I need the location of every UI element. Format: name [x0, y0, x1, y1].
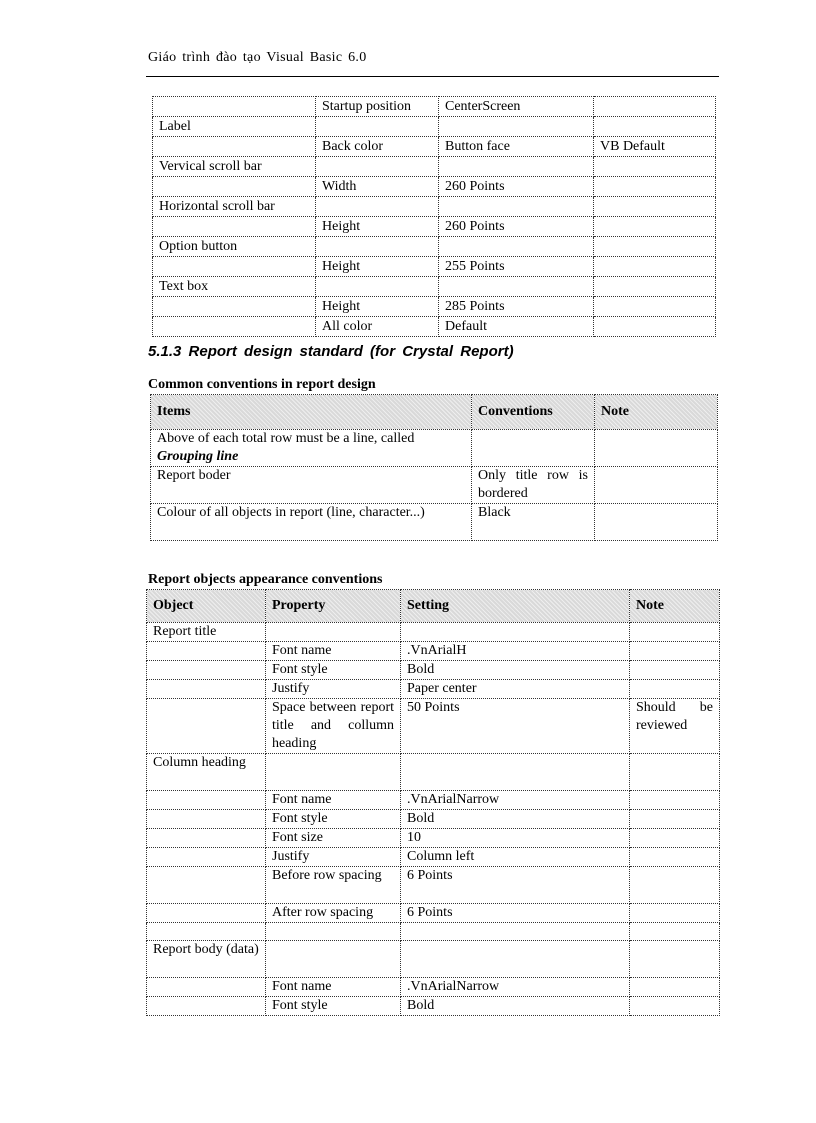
table-cell: Space between report title and collumn heading — [266, 699, 401, 754]
table-cell — [153, 177, 316, 197]
table-row — [147, 941, 720, 978]
table-cell: Only title row is bordered — [472, 467, 595, 504]
table-row — [147, 754, 720, 791]
table-row — [147, 680, 720, 699]
table-cell — [630, 904, 720, 923]
table-cell: Label — [153, 117, 316, 137]
table-cell — [630, 680, 720, 699]
table-cell — [630, 642, 720, 661]
table-row — [153, 277, 716, 297]
table-cell: Option button — [153, 237, 316, 257]
table-cell — [594, 317, 716, 337]
table-cell: Font style — [266, 997, 401, 1016]
table-cell — [316, 197, 439, 217]
table-cell — [630, 754, 720, 791]
table-row — [153, 197, 716, 217]
table-cell — [439, 277, 594, 297]
table-cell: 255 Points — [439, 257, 594, 277]
table-cell — [630, 848, 720, 867]
table-cell — [147, 923, 266, 941]
table-cell: .VnArialNarrow — [401, 791, 630, 810]
table-cell — [595, 467, 718, 504]
table-cell: Height — [316, 257, 439, 277]
page-header-title: Giáo trình đào tạo Visual Basic 6.0 — [148, 50, 367, 65]
table-cell — [153, 217, 316, 237]
table-cell — [630, 661, 720, 680]
table-cell — [630, 941, 720, 978]
table-cell — [401, 923, 630, 941]
column-header: Property — [266, 590, 401, 623]
form-settings-table — [152, 96, 716, 337]
table-row — [147, 867, 720, 904]
table-row — [147, 978, 720, 997]
table-cell — [147, 699, 266, 754]
table-cell: Bold — [401, 810, 630, 829]
table-cell: Width — [316, 177, 439, 197]
table-cell — [630, 867, 720, 904]
section-heading: 5.1.3 Report design standard (for Crystal Report) — [148, 343, 514, 360]
table-cell — [147, 661, 266, 680]
table-cell: Vervical scroll bar — [153, 157, 316, 177]
table-row — [151, 430, 718, 467]
table-cell — [153, 137, 316, 157]
table-cell: Default — [439, 317, 594, 337]
table-cell — [439, 197, 594, 217]
header-divider — [146, 76, 719, 77]
table-cell: 50 Points — [401, 699, 630, 754]
table-cell: 6 Points — [401, 904, 630, 923]
conventions-table — [150, 394, 718, 541]
table-cell: Font name — [266, 978, 401, 997]
column-header: Object — [147, 590, 266, 623]
table-cell — [594, 97, 716, 117]
table-cell — [594, 177, 716, 197]
table-cell: Back color — [316, 137, 439, 157]
table-cell — [594, 257, 716, 277]
table-cell — [401, 941, 630, 978]
table-cell — [147, 829, 266, 848]
table-cell — [630, 623, 720, 642]
table-cell — [316, 237, 439, 257]
table-cell — [316, 277, 439, 297]
table-cell — [439, 237, 594, 257]
table-cell: Height — [316, 217, 439, 237]
table-cell: Paper center — [401, 680, 630, 699]
table-row — [153, 117, 716, 137]
table-cell — [594, 237, 716, 257]
table-cell — [472, 430, 595, 467]
table-cell: Text box — [153, 277, 316, 297]
table-cell — [147, 680, 266, 699]
table-cell — [630, 923, 720, 941]
table-cell — [401, 623, 630, 642]
table-cell — [153, 297, 316, 317]
table-cell — [594, 117, 716, 137]
column-header: Note — [630, 590, 720, 623]
table-cell — [595, 504, 718, 541]
table-cell — [439, 117, 594, 137]
table-cell — [594, 277, 716, 297]
table-cell: CenterScreen — [439, 97, 594, 117]
column-header: Conventions — [472, 395, 595, 430]
table-cell: Font name — [266, 791, 401, 810]
table-cell — [153, 257, 316, 277]
table-cell: 260 Points — [439, 177, 594, 197]
table-row — [153, 297, 716, 317]
column-header: Setting — [401, 590, 630, 623]
column-header: Note — [595, 395, 718, 430]
table-cell: All color — [316, 317, 439, 337]
table-cell: VB Default — [594, 137, 716, 157]
report-objects-table — [146, 589, 720, 1016]
table-row — [147, 923, 720, 941]
table-row — [147, 623, 720, 642]
table-caption: Common conventions in report design — [148, 377, 376, 392]
table-cell: 260 Points — [439, 217, 594, 237]
table-cell — [316, 157, 439, 177]
table-cell: Button face — [439, 137, 594, 157]
table-cell — [153, 97, 316, 117]
table-cell: Bold — [401, 997, 630, 1016]
table-cell — [266, 623, 401, 642]
table-row — [147, 997, 720, 1016]
table-cell — [266, 923, 401, 941]
table-cell — [594, 297, 716, 317]
table-row — [153, 137, 716, 157]
table-cell — [630, 810, 720, 829]
table-cell — [266, 941, 401, 978]
table-cell: Column left — [401, 848, 630, 867]
table-cell — [153, 317, 316, 337]
table-cell — [594, 217, 716, 237]
table-cell — [151, 430, 472, 467]
table-cell: Justify — [266, 680, 401, 699]
table-cell: Black — [472, 504, 595, 541]
table-cell: Height — [316, 297, 439, 317]
table-cell: Font size — [266, 829, 401, 848]
table-row — [147, 642, 720, 661]
table-cell — [630, 978, 720, 997]
table-cell — [147, 978, 266, 997]
table-row — [153, 157, 716, 177]
table-row — [153, 177, 716, 197]
table-row — [147, 848, 720, 867]
table-cell: 10 — [401, 829, 630, 848]
table-header-row — [151, 395, 718, 430]
table-row — [147, 904, 720, 923]
table-cell: 285 Points — [439, 297, 594, 317]
table-cell: Font style — [266, 661, 401, 680]
table-row — [153, 97, 716, 117]
table-cell — [630, 829, 720, 848]
table-row — [147, 829, 720, 848]
table-cell: 6 Points — [401, 867, 630, 904]
table-cell — [594, 197, 716, 217]
table-cell: .VnArialH — [401, 642, 630, 661]
table-cell: Horizontal scroll bar — [153, 197, 316, 217]
table-cell — [147, 810, 266, 829]
table-cell: Startup position — [316, 97, 439, 117]
column-header: Items — [151, 395, 472, 430]
table-cell — [594, 157, 716, 177]
table-cell: Should be reviewed — [630, 699, 720, 754]
cell-text: Above of each total row must be a line, called — [157, 431, 415, 446]
table-cell: Report boder — [151, 467, 472, 504]
table-cell: Report title — [147, 623, 266, 642]
table-cell: Font style — [266, 810, 401, 829]
table-cell: Column heading — [147, 754, 266, 791]
table-cell: .VnArialNarrow — [401, 978, 630, 997]
table-cell — [316, 117, 439, 137]
table-row — [153, 237, 716, 257]
table-cell — [266, 754, 401, 791]
table-cell: Justify — [266, 848, 401, 867]
table-cell — [630, 791, 720, 810]
table-caption: Report objects appearance conventions — [148, 572, 383, 587]
table-row — [153, 257, 716, 277]
table-cell — [630, 997, 720, 1016]
table-row — [147, 661, 720, 680]
table-cell — [147, 848, 266, 867]
table-cell: Report body (data) — [147, 941, 266, 978]
table-cell: After row spacing — [266, 904, 401, 923]
table-row — [151, 504, 718, 541]
table-cell — [595, 430, 718, 467]
table-row — [147, 791, 720, 810]
table-row — [151, 467, 718, 504]
table-row — [147, 810, 720, 829]
table-cell — [401, 754, 630, 791]
table-cell: Before row spacing — [266, 867, 401, 904]
table-cell — [147, 997, 266, 1016]
table-row — [153, 217, 716, 237]
table-cell: Colour of all objects in report (line, character...) — [151, 504, 472, 541]
table-cell: Font name — [266, 642, 401, 661]
cell-emphasis: Grouping line — [157, 449, 239, 464]
table-cell — [147, 904, 266, 923]
table-cell — [147, 867, 266, 904]
table-cell: Bold — [401, 661, 630, 680]
table-row — [153, 317, 716, 337]
table-header-row — [147, 590, 720, 623]
table-cell — [147, 642, 266, 661]
table-cell — [147, 791, 266, 810]
table-row — [147, 699, 720, 754]
table-cell — [439, 157, 594, 177]
